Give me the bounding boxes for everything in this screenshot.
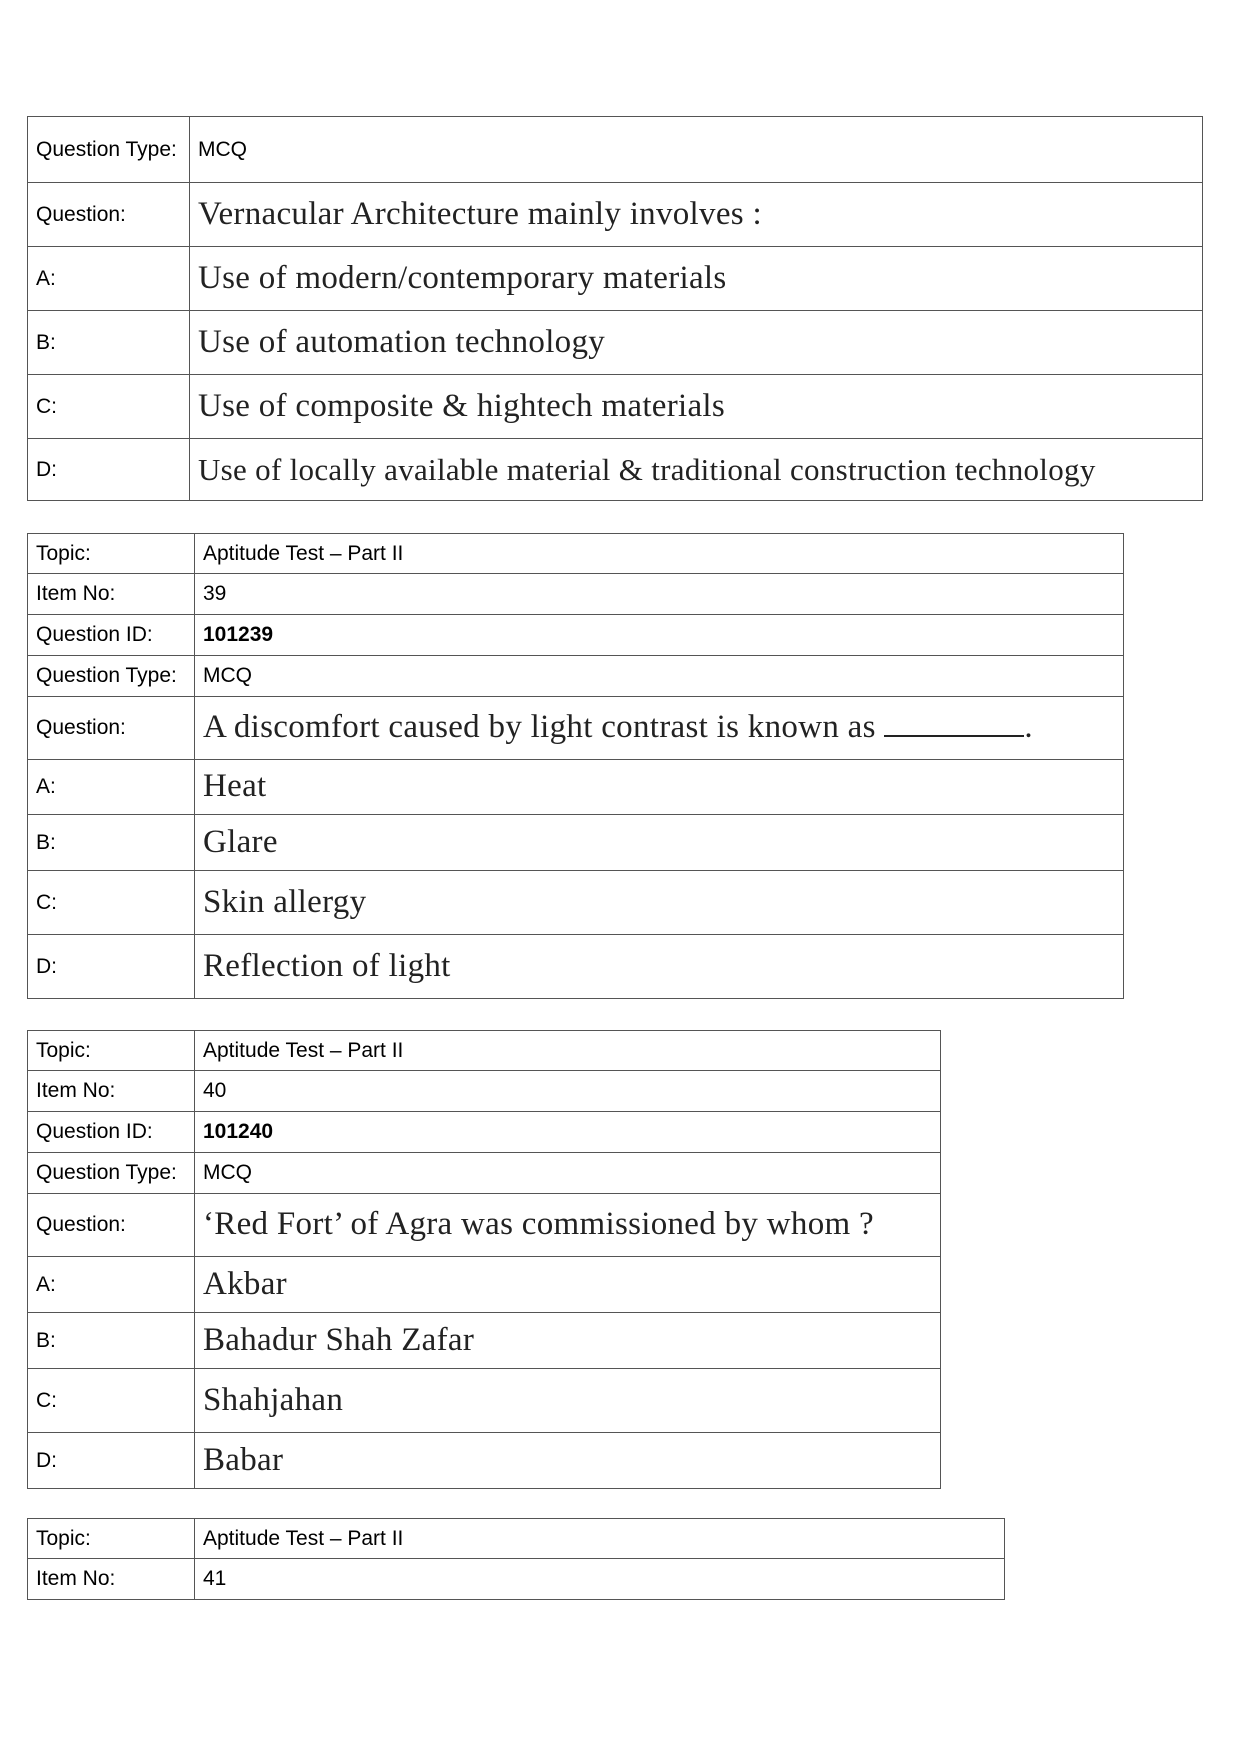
question-table-4 [27,1518,1005,1600]
topic-value: Aptitude Test – Part II [195,534,1124,574]
question-type-label: Question Type: [28,1153,195,1194]
question-type-value: MCQ [195,1153,941,1194]
option-b-text: Glare [195,815,1124,871]
option-c-text: Skin allergy [195,871,1124,935]
question-id-value: 101240 [195,1112,941,1153]
option-d-label: D: [28,935,195,999]
item-no-value: 40 [195,1071,941,1112]
question-text: Vernacular Architecture mainly involves : [190,183,1203,247]
topic-label: Topic: [28,1031,195,1071]
question-table-3 [27,1030,941,1489]
option-d-text: Use of locally available material & traditional construction technology [190,439,1203,501]
option-c-text: Use of composite & hightech materials [190,375,1203,439]
question-table-2 [27,533,1124,999]
item-no-value: 39 [195,574,1124,615]
option-c-label: C: [28,871,195,935]
option-d-label: D: [28,1433,195,1489]
question-text [195,697,1124,760]
question-id-value: 101239 [195,615,1124,656]
question-text: ‘Red Fort’ of Agra was commissioned by whom ? [195,1194,941,1257]
option-d-text: Reflection of light [195,935,1124,999]
option-c-label: C: [28,375,190,439]
question-table-1 [27,116,1203,501]
option-b-text: Use of automation technology [190,311,1203,375]
option-a-text: Heat [195,760,1124,815]
item-no-label: Item No: [28,1559,195,1600]
question-id-label: Question ID: [28,1112,195,1153]
question-type-value: MCQ [190,117,1203,183]
option-d-text: Babar [195,1433,941,1489]
option-c-text: Shahjahan [195,1369,941,1433]
option-b-text: Bahadur Shah Zafar [195,1313,941,1369]
option-a-text: Akbar [195,1257,941,1313]
option-b-label: B: [28,815,195,871]
topic-label: Topic: [28,1519,195,1559]
option-a-label: A: [28,760,195,815]
answer-blank [884,734,1024,737]
option-a-label: A: [28,1257,195,1313]
question-type-label: Question Type: [28,117,190,183]
option-a-label: A: [28,247,190,311]
question-type-value: MCQ [195,656,1124,697]
question-label: Question: [28,183,190,247]
item-no-label: Item No: [28,574,195,615]
option-a-text: Use of modern/contemporary materials [190,247,1203,311]
topic-value: Aptitude Test – Part II [195,1031,941,1071]
option-d-label: D: [28,439,190,501]
item-no-label: Item No: [28,1071,195,1112]
question-label: Question: [28,1194,195,1257]
option-b-label: B: [28,1313,195,1369]
question-text-main: A discomfort caused by light contrast is known as [203,709,876,746]
question-label: Question: [28,697,195,760]
topic-label: Topic: [28,534,195,574]
question-text-end: . [1024,709,1033,746]
option-c-label: C: [28,1369,195,1433]
option-b-label: B: [28,311,190,375]
question-type-label: Question Type: [28,656,195,697]
topic-value: Aptitude Test – Part II [195,1519,1005,1559]
item-no-value: 41 [195,1559,1005,1600]
question-id-label: Question ID: [28,615,195,656]
